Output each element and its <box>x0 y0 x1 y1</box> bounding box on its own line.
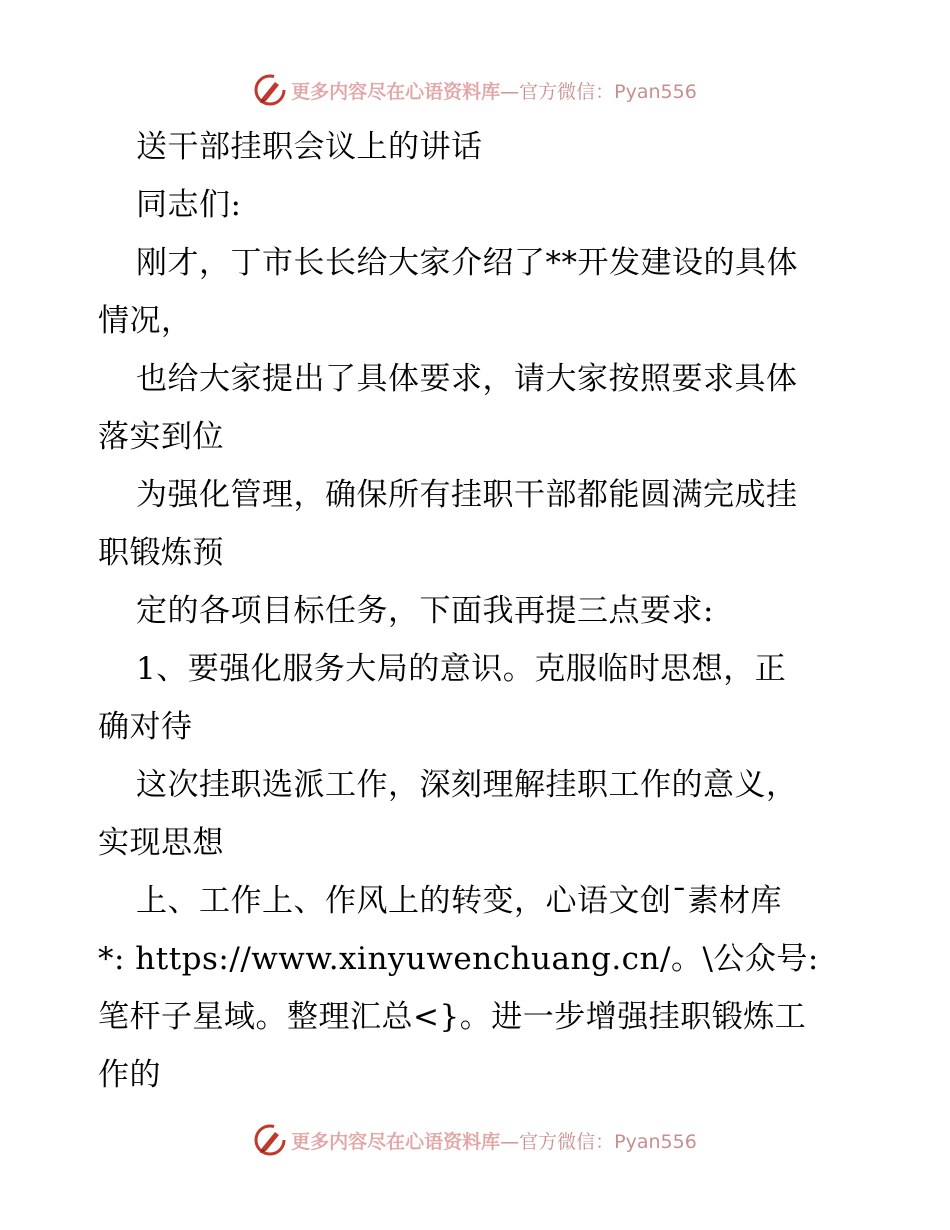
footer-official-text: —官方微信：Pyan556 <box>500 1130 697 1153</box>
text-line: 情况， <box>98 303 193 339</box>
header-watermark <box>0 70 950 110</box>
footer-brand-text: 更多内容尽在心语资料库 <box>291 1130 501 1153</box>
header-brand-text: 更多内容尽在心语资料库 <box>291 80 501 103</box>
text-line: 这次挂职选派工作，深刻理解挂职工作的意义， <box>136 767 798 803</box>
text-line: *: https://www.xinyuwenchuang.cn/。\公众号: <box>98 941 819 977</box>
document-body <box>98 118 858 1104</box>
text-line: 上、工作上、作风上的转变，心语文创¯素材库 <box>136 883 782 919</box>
text-line: 定的各项目标任务，下面我再提三点要求: <box>136 593 714 629</box>
pen-logo-icon <box>253 73 287 107</box>
text-line: 落实到位 <box>98 419 224 455</box>
text-line: 送干部挂职会议上的讲话 <box>136 129 483 165</box>
text-line: 职锻炼预 <box>98 535 224 571</box>
text-line: 同志们: <box>136 187 242 223</box>
pen-logo-icon <box>253 1123 287 1157</box>
footer-watermark <box>0 1120 950 1160</box>
header-official-text: —官方微信：Pyan556 <box>500 80 697 103</box>
text-line: 作的 <box>98 1057 161 1093</box>
text-line: 为强化管理，确保所有挂职干部都能圆满完成挂 <box>136 477 798 513</box>
text-line: 笔杆子星域。整理汇总<}。进一步增强挂职锻炼工 <box>98 999 807 1035</box>
text-line: 也给大家提出了具体要求，请大家按照要求具体 <box>136 361 798 397</box>
text-line: 确对待 <box>98 709 193 745</box>
text-line: 1、要强化服务大局的意识。克服临时思想，正 <box>136 651 787 687</box>
text-line: 刚才，丁市长长给大家介绍了**开发建设的具体 <box>136 245 798 281</box>
text-line: 实现思想 <box>98 825 224 861</box>
